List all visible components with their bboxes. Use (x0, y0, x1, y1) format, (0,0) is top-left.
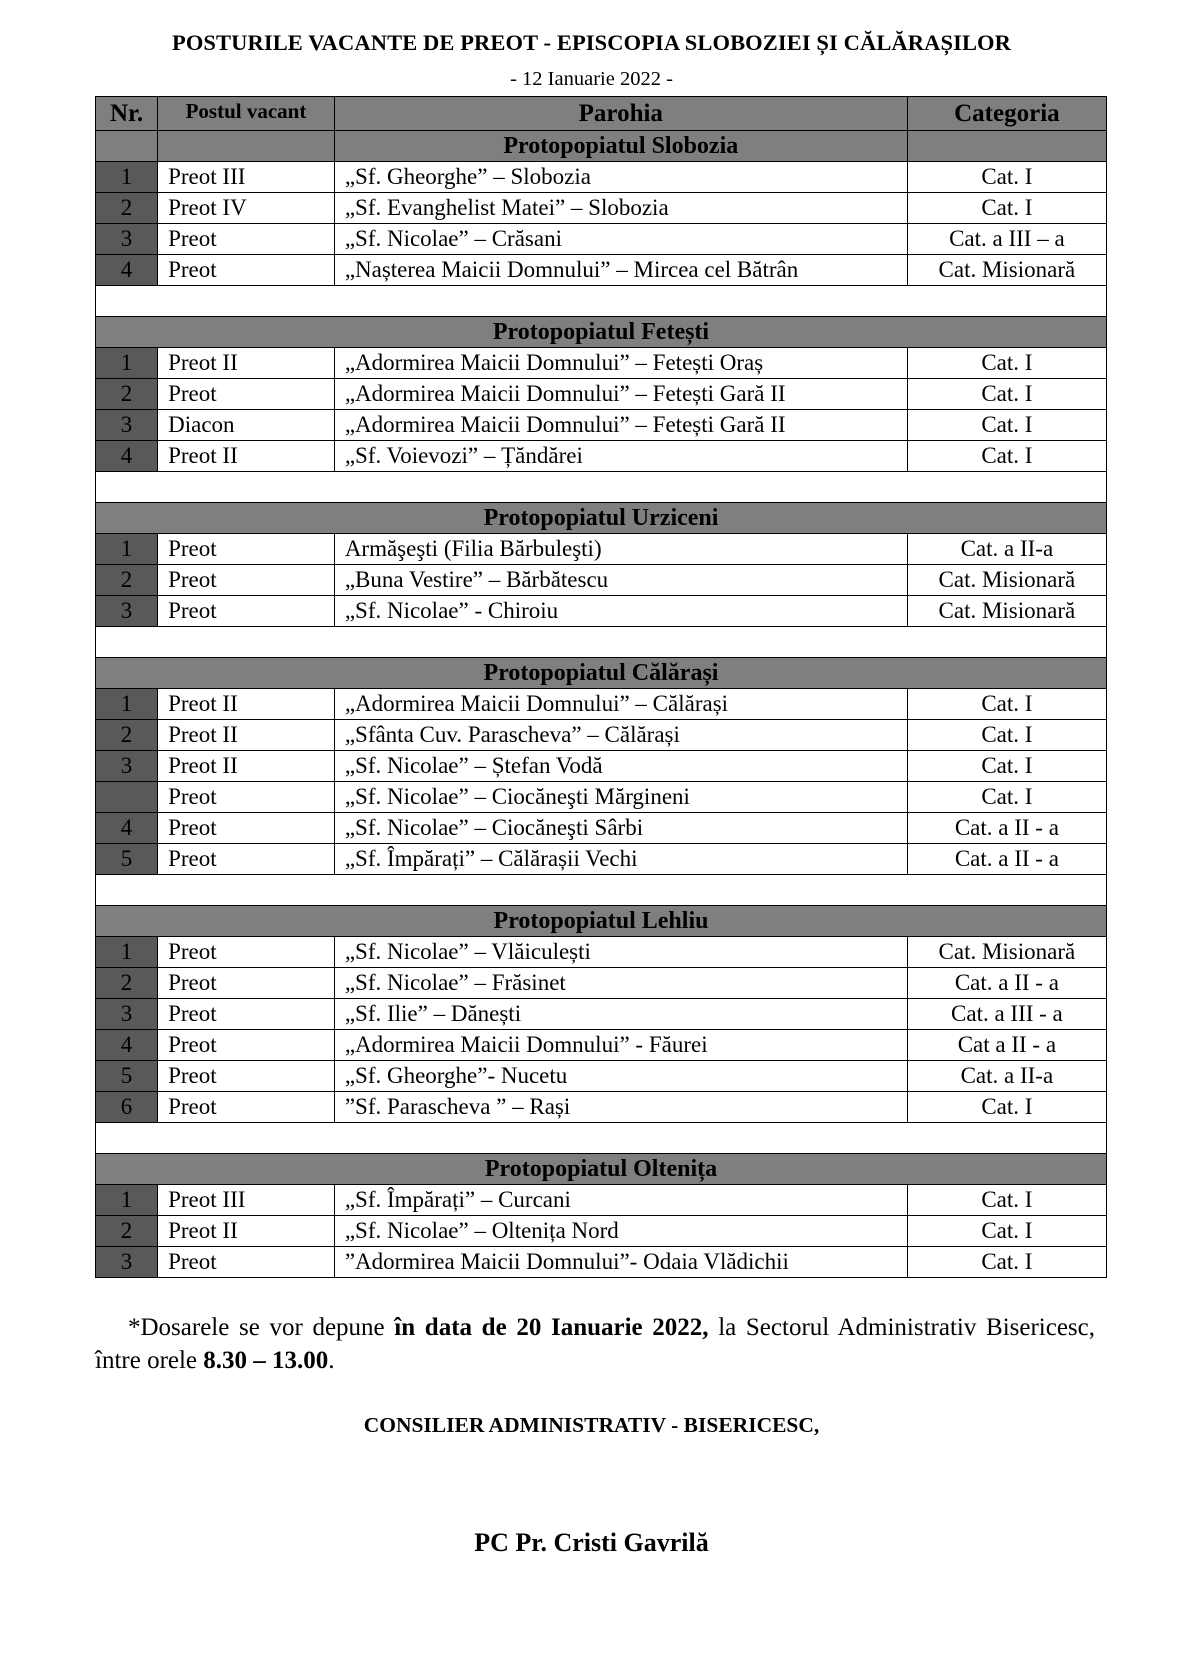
group-header-row (96, 503, 1107, 534)
row-post: Preot (158, 379, 335, 410)
deadline-note (95, 1311, 1095, 1377)
table-row (96, 1247, 1107, 1278)
row-post: Preot II (158, 689, 335, 720)
table-row (96, 534, 1107, 565)
table-row (96, 999, 1107, 1030)
row-post: Preot II (158, 348, 335, 379)
table-row (96, 1185, 1107, 1216)
row-categoria: Cat. a II - a (907, 844, 1106, 875)
row-parohia: „Sf. Gheorghe”- Nucetu (334, 1061, 907, 1092)
row-categoria: Cat. a II-a (907, 534, 1106, 565)
row-parohia: „Sf. Gheorghe” – Slobozia (334, 162, 907, 193)
row-number: 2 (96, 193, 158, 224)
table-row (96, 968, 1107, 999)
row-post: Preot III (158, 1185, 335, 1216)
row-parohia: „Adormirea Maicii Domnului” – Fetești Gară II (334, 379, 907, 410)
group-blank-cell (158, 131, 335, 162)
row-number: 1 (96, 689, 158, 720)
group-header-row (96, 1154, 1107, 1185)
row-number: 5 (96, 1061, 158, 1092)
row-categoria: Cat. Misionară (907, 255, 1106, 286)
row-parohia: „Adormirea Maicii Domnului” – Fetești Oraș (334, 348, 907, 379)
row-parohia: „Sfânta Cuv. Parascheva” – Călărași (334, 720, 907, 751)
table-row (96, 379, 1107, 410)
row-categoria: Cat. I (907, 379, 1106, 410)
row-number: 1 (96, 162, 158, 193)
row-number: 5 (96, 844, 158, 875)
group-spacer-row (96, 875, 1107, 906)
row-categoria: Cat. I (907, 782, 1106, 813)
row-post: Preot (158, 968, 335, 999)
row-number: 2 (96, 565, 158, 596)
header-nr: Nr. (96, 97, 158, 131)
row-categoria: Cat. Misionară (907, 596, 1106, 627)
group-title: Protopopiatul Urziceni (96, 503, 1107, 534)
row-parohia: „Sf. Nicolae” – Ștefan Vodă (334, 751, 907, 782)
signatory-role: CONSILIER ADMINISTRATIV - BISERICESC, (363, 1413, 820, 1437)
group-header-row (96, 317, 1107, 348)
table-header-row (96, 97, 1107, 131)
row-number: 2 (96, 968, 158, 999)
row-parohia: ”Sf. Parascheva ” – Rași (334, 1092, 907, 1123)
note-hours: 8.30 – 13.00 (203, 1347, 329, 1374)
row-parohia: „Adormirea Maicii Domnului” – Călărași (334, 689, 907, 720)
row-categoria: Cat. I (907, 348, 1106, 379)
document-title: POSTURILE VACANTE DE PREOT - EPISCOPIA SLOBOZIEI ȘI CĂLĂRAȘILOR (171, 30, 1012, 55)
row-number: 2 (96, 379, 158, 410)
row-post: Preot (158, 1247, 335, 1278)
table-row (96, 441, 1107, 472)
row-post: Preot (158, 813, 335, 844)
group-blank-cell (907, 131, 1106, 162)
table-row (96, 162, 1107, 193)
row-categoria: Cat. I (907, 1185, 1106, 1216)
row-parohia: „Sf. Evanghelist Matei” – Slobozia (334, 193, 907, 224)
row-number: 4 (96, 813, 158, 844)
row-post: Preot II (158, 720, 335, 751)
table-row (96, 751, 1107, 782)
vacancies-table (95, 96, 1107, 1278)
row-categoria: Cat. a II - a (907, 968, 1106, 999)
row-number: 4 (96, 441, 158, 472)
table-row (96, 410, 1107, 441)
spacer-cell (96, 286, 1107, 317)
row-number (96, 782, 158, 813)
row-categoria: Cat. a II - a (907, 813, 1106, 844)
table-row (96, 1092, 1107, 1123)
row-parohia: Armăşeşti (Filia Bărbuleşti) (334, 534, 907, 565)
group-spacer-row (96, 286, 1107, 317)
row-categoria: Cat. I (907, 193, 1106, 224)
spacer-cell (96, 875, 1107, 906)
row-number: 3 (96, 410, 158, 441)
row-categoria: Cat. I (907, 689, 1106, 720)
row-parohia: „Sf. Nicolae” – Ciocăneşti Mărgineni (334, 782, 907, 813)
row-categoria: Cat. I (907, 162, 1106, 193)
row-number: 6 (96, 1092, 158, 1123)
row-categoria: Cat. a III – a (907, 224, 1106, 255)
row-post: Preot IV (158, 193, 335, 224)
row-post: Preot (158, 565, 335, 596)
row-categoria: Cat. Misionară (907, 937, 1106, 968)
row-post: Preot (158, 255, 335, 286)
row-number: 3 (96, 596, 158, 627)
group-title: Protopopiatul Lehliu (96, 906, 1107, 937)
row-parohia: „Adormirea Maicii Domnului” – Fetești Gară II (334, 410, 907, 441)
table-body (96, 131, 1107, 1278)
group-header-row (96, 906, 1107, 937)
row-post: Diacon (158, 410, 335, 441)
row-parohia: „Sf. Nicolae” – Vlăiculești (334, 937, 907, 968)
row-parohia: „Sf. Nicolae” – Frăsinet (334, 968, 907, 999)
row-categoria: Cat. Misionară (907, 565, 1106, 596)
table-row (96, 720, 1107, 751)
row-post: Preot (158, 999, 335, 1030)
table-row (96, 937, 1107, 968)
row-parohia: „Sf. Nicolae” - Chiroiu (334, 596, 907, 627)
row-categoria: Cat a II - a (907, 1030, 1106, 1061)
row-number: 4 (96, 255, 158, 286)
row-post: Preot II (158, 441, 335, 472)
row-post: Preot III (158, 162, 335, 193)
row-categoria: Cat. a II-a (907, 1061, 1106, 1092)
header-categoria: Categoria (907, 97, 1106, 131)
spacer-cell (96, 627, 1107, 658)
row-number: 1 (96, 1185, 158, 1216)
spacer-cell (96, 472, 1107, 503)
row-number: 3 (96, 224, 158, 255)
table-row (96, 348, 1107, 379)
note-text-2: la Sectorul Administrativ Bisericesc, între orele (95, 1314, 1096, 1374)
row-post: Preot (158, 782, 335, 813)
row-parohia: „Sf. Împărați” – Călărașii Vechi (334, 844, 907, 875)
row-categoria: Cat. a III - a (907, 999, 1106, 1030)
row-post: Preot (158, 1030, 335, 1061)
note-deadline-date: în data de 20 Ianuarie 2022, (394, 1314, 709, 1341)
table-row (96, 782, 1107, 813)
row-number: 3 (96, 751, 158, 782)
row-parohia: „Sf. Nicolae” – Ciocăneşti Sârbi (334, 813, 907, 844)
group-header-row (96, 131, 1107, 162)
table-row (96, 813, 1107, 844)
table-row (96, 255, 1107, 286)
row-categoria: Cat. I (907, 1092, 1106, 1123)
table-row (96, 193, 1107, 224)
row-post: Preot (158, 1092, 335, 1123)
row-number: 1 (96, 937, 158, 968)
row-number: 3 (96, 999, 158, 1030)
row-number: 3 (96, 1247, 158, 1278)
spacer-cell (96, 1123, 1107, 1154)
row-post: Preot II (158, 751, 335, 782)
row-number: 1 (96, 348, 158, 379)
row-categoria: Cat. I (907, 1216, 1106, 1247)
header-post: Postul vacant (158, 97, 335, 131)
row-number: 2 (96, 720, 158, 751)
note-text-1: *Dosarele se vor depune (128, 1314, 395, 1341)
table-row (96, 689, 1107, 720)
group-title: Protopopiatul Fetești (96, 317, 1107, 348)
row-categoria: Cat. I (907, 720, 1106, 751)
row-number: 1 (96, 534, 158, 565)
row-parohia: „Buna Vestire” – Bărbătescu (334, 565, 907, 596)
row-post: Preot (158, 844, 335, 875)
row-parohia: „Sf. Ilie” – Dănești (334, 999, 907, 1030)
row-parohia: „Adormirea Maicii Domnului” - Făurei (334, 1030, 907, 1061)
group-spacer-row (96, 627, 1107, 658)
row-post: Preot (158, 534, 335, 565)
row-number: 2 (96, 1216, 158, 1247)
row-parohia: „Sf. Voievozi” – Țăndărei (334, 441, 907, 472)
header-parohia: Parohia (334, 97, 907, 131)
table-row (96, 844, 1107, 875)
row-parohia: „Nașterea Maicii Domnului” – Mircea cel Bătrân (334, 255, 907, 286)
row-categoria: Cat. I (907, 410, 1106, 441)
row-categoria: Cat. I (907, 441, 1106, 472)
document-date: - 12 Ianuarie 2022 - (510, 68, 673, 90)
row-categoria: Cat. I (907, 1247, 1106, 1278)
row-post: Preot (158, 596, 335, 627)
table-row (96, 596, 1107, 627)
group-title: Protopopiatul Călărași (96, 658, 1107, 689)
group-spacer-row (96, 472, 1107, 503)
row-parohia: „Sf. Împărați” – Curcani (334, 1185, 907, 1216)
row-post: Preot II (158, 1216, 335, 1247)
row-number: 4 (96, 1030, 158, 1061)
group-title: Protopopiatul Oltenița (96, 1154, 1107, 1185)
table-row (96, 1030, 1107, 1061)
row-parohia: „Sf. Nicolae” – Oltenița Nord (334, 1216, 907, 1247)
group-spacer-row (96, 1123, 1107, 1154)
table-row (96, 565, 1107, 596)
table-row (96, 1216, 1107, 1247)
row-categoria: Cat. I (907, 751, 1106, 782)
note-text-3: . (328, 1347, 335, 1374)
row-post: Preot (158, 224, 335, 255)
group-blank-cell (96, 131, 158, 162)
signatory-name: PC Pr. Cristi Gavrilă (474, 1528, 709, 1557)
table-row (96, 224, 1107, 255)
row-post: Preot (158, 1061, 335, 1092)
row-post: Preot (158, 937, 335, 968)
row-parohia: ”Adormirea Maicii Domnului”- Odaia Vlădichii (334, 1247, 907, 1278)
table-row (96, 1061, 1107, 1092)
row-parohia: „Sf. Nicolae” – Crăsani (334, 224, 907, 255)
group-header-row (96, 658, 1107, 689)
group-title: Protopopiatul Slobozia (334, 131, 907, 162)
